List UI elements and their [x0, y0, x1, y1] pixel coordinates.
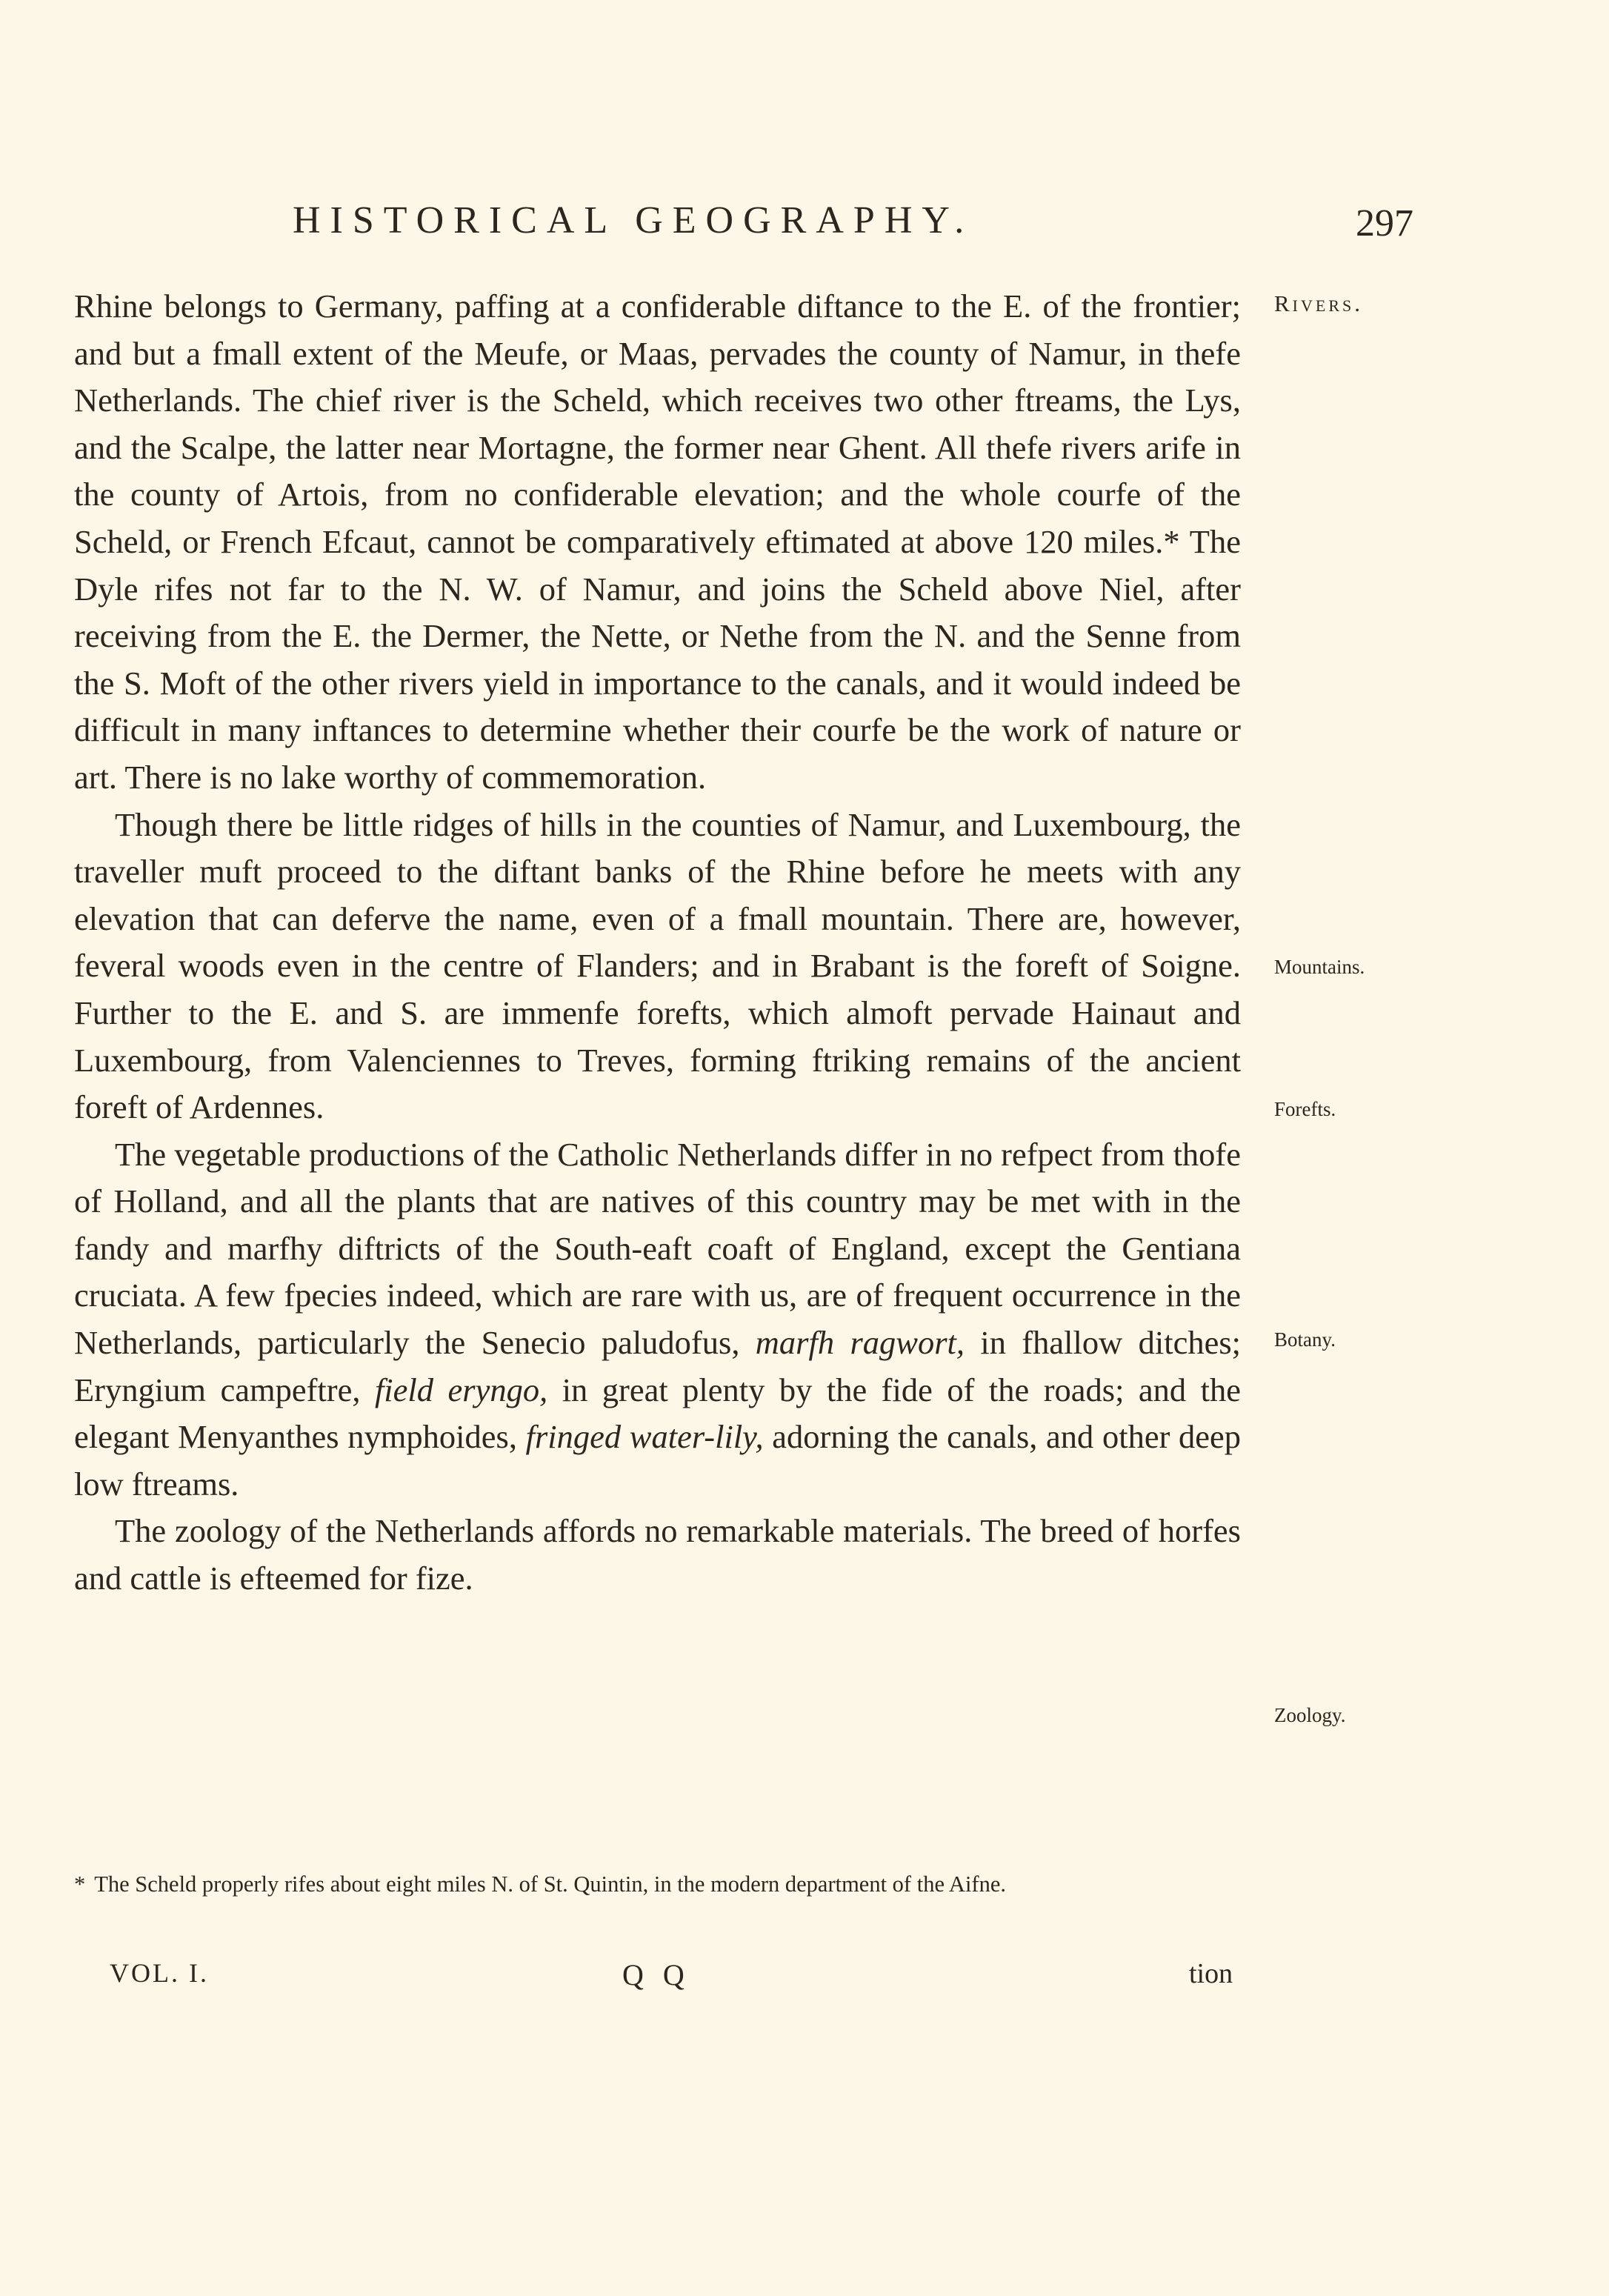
italic-fringed-water-lily: fringed water-lily, [525, 1418, 764, 1456]
catchword: tion [1189, 1958, 1233, 1989]
footnote-text: The Scheld properly rifes about eight miles N. of St. Quintin, in the modern department of the Aifne. [94, 1871, 1006, 1897]
paragraph-botany [74, 1131, 1241, 1508]
botany-text-1: The vegetable productions of the Catholic Netherlands differ in no refpect from thofe of Holland, and all the plants that are natives of this country may be met with in the fandy and marfhy diftricts of the South-eaft coaft of England, except the Gentiana cruciata. A few fpecies indeed, which are rare with us, are of frequent occurrence in the Netherlands, particularly the Senecio paludofus, [74, 1135, 1241, 1362]
botany-text-4: adorning the canals, and other deep low ftreams. [74, 1418, 1242, 1503]
sheet-signature-mark: Q Q [622, 1958, 690, 1991]
footnote [74, 1869, 1230, 1900]
botany-text-3: in great plenty by the fide of the roads; and the elegant Menyanthes nymphoides, [74, 1371, 1242, 1456]
botany-text-2: in fhallow ditches; Eryngium campeftre, [74, 1324, 1241, 1408]
sidenote-botany: Botany. [1274, 1328, 1336, 1351]
italic-field-eryngo: field eryngo, [374, 1371, 548, 1408]
italic-marsh-ragwort: marfh ragwort, [755, 1324, 965, 1362]
paragraph-rivers: Rhine belongs to Germany, paffing at a confiderable diftance to the E. of the frontier; and but a fmall extent of the Meufe, or Maas, pervades the county of Namur, in thefe Netherlands. The chief river is the Scheld, which receives two other ftreams, the Lys, and the Scalpe, the latter near Mortagne, the former near Ghent. All thefe rivers arife in the county of Artois, from no confiderable elevation; and the whole courfe of the Scheld, or French Efcaut, cannot be comparatively eftimated at above 120 miles.* The Dyle rifes not far to the N. W. of Namur, and joins the Scheld above Niel, after receiving from the E. the Dermer, the Nette, or Nethe from the N. and the Senne from the S. Moft of the other rivers yield in importance to the canals, and it would indeed be difficult in many inftances to determine whether their courfe be the work of nature or art. There is no lake worthy of commemoration. [74, 287, 1241, 796]
sidenote-mountains: Mountains. [1274, 956, 1365, 978]
sidenote-forests: Forefts. [1274, 1098, 1336, 1120]
volume-signature: VOL. I. [110, 1958, 209, 1988]
sidenote-rivers: Rivers. [1274, 290, 1363, 316]
sidenote-zoology: Zoology. [1274, 1704, 1346, 1726]
paragraph-zoology: The zoology of the Netherlands affords no remarkable materials. The breed of horfes and cattle is efteemed for fize. [74, 1512, 1241, 1597]
running-head: HISTORICAL GEOGRAPHY. [293, 199, 974, 242]
footnote-mark: * [74, 1871, 86, 1897]
paragraph-mountains-forests: Though there be little ridges of hills in the counties of Namur, and Luxembourg, the traveller muft proceed to the diftant banks of the Rhine before he meets with any elevation that can deferve the name, even of a fmall mountain. There are, however, feveral woods even in the centre of Flanders; and in Brabant is the foreft of Soigne. Further to the E. and S. are immenfe forefts, which almoft pervade Hainaut and Luxembourg, from Valenciennes to Treves, forming ftriking remains of the ancient foreft of Ardennes. [74, 805, 1241, 1126]
page-number: 297 [1356, 202, 1413, 244]
body-text [74, 283, 1241, 1603]
